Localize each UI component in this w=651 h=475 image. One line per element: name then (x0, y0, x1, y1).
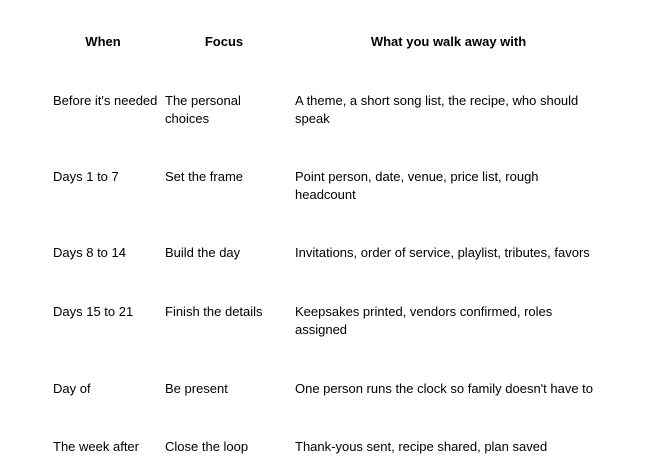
row-outcome-cell: Invitations, order of service, playlist, tributes, favors (295, 245, 590, 260)
row-focus-cell: Close the loop (165, 439, 249, 454)
row-when-cell: Before it's needed (53, 93, 158, 108)
row-focus-cell: Be present (165, 381, 228, 396)
row-when-cell: Days 1 to 7 (53, 169, 119, 184)
column-header-focus: Focus (204, 34, 244, 49)
row-when-cell: Day of (53, 381, 91, 396)
row-outcome-cell: Point person, date, venue, price list, rough headcount (295, 169, 539, 202)
row-focus-cell: Set the frame (165, 169, 244, 184)
row-when-cell: The week after (53, 439, 139, 454)
row-focus-cell: The personal choices (165, 93, 241, 126)
row-focus-cell: Finish the details (165, 304, 263, 319)
row-outcome-cell: A theme, a short song list, the recipe, who should speak (295, 93, 579, 126)
row-when-cell: Days 8 to 14 (53, 245, 126, 260)
row-when-cell: Days 15 to 21 (53, 304, 134, 319)
column-header-outcome: What you walk away with (370, 34, 527, 49)
row-outcome-cell: Keepsakes printed, vendors confirmed, roles assigned (295, 304, 553, 337)
row-outcome-cell: One person runs the clock so family doesn't have to (295, 381, 594, 396)
column-header-when: When (85, 34, 121, 49)
row-focus-cell: Build the day (165, 245, 241, 260)
row-outcome-cell: Thank-yous sent, recipe shared, plan saved (295, 439, 548, 454)
